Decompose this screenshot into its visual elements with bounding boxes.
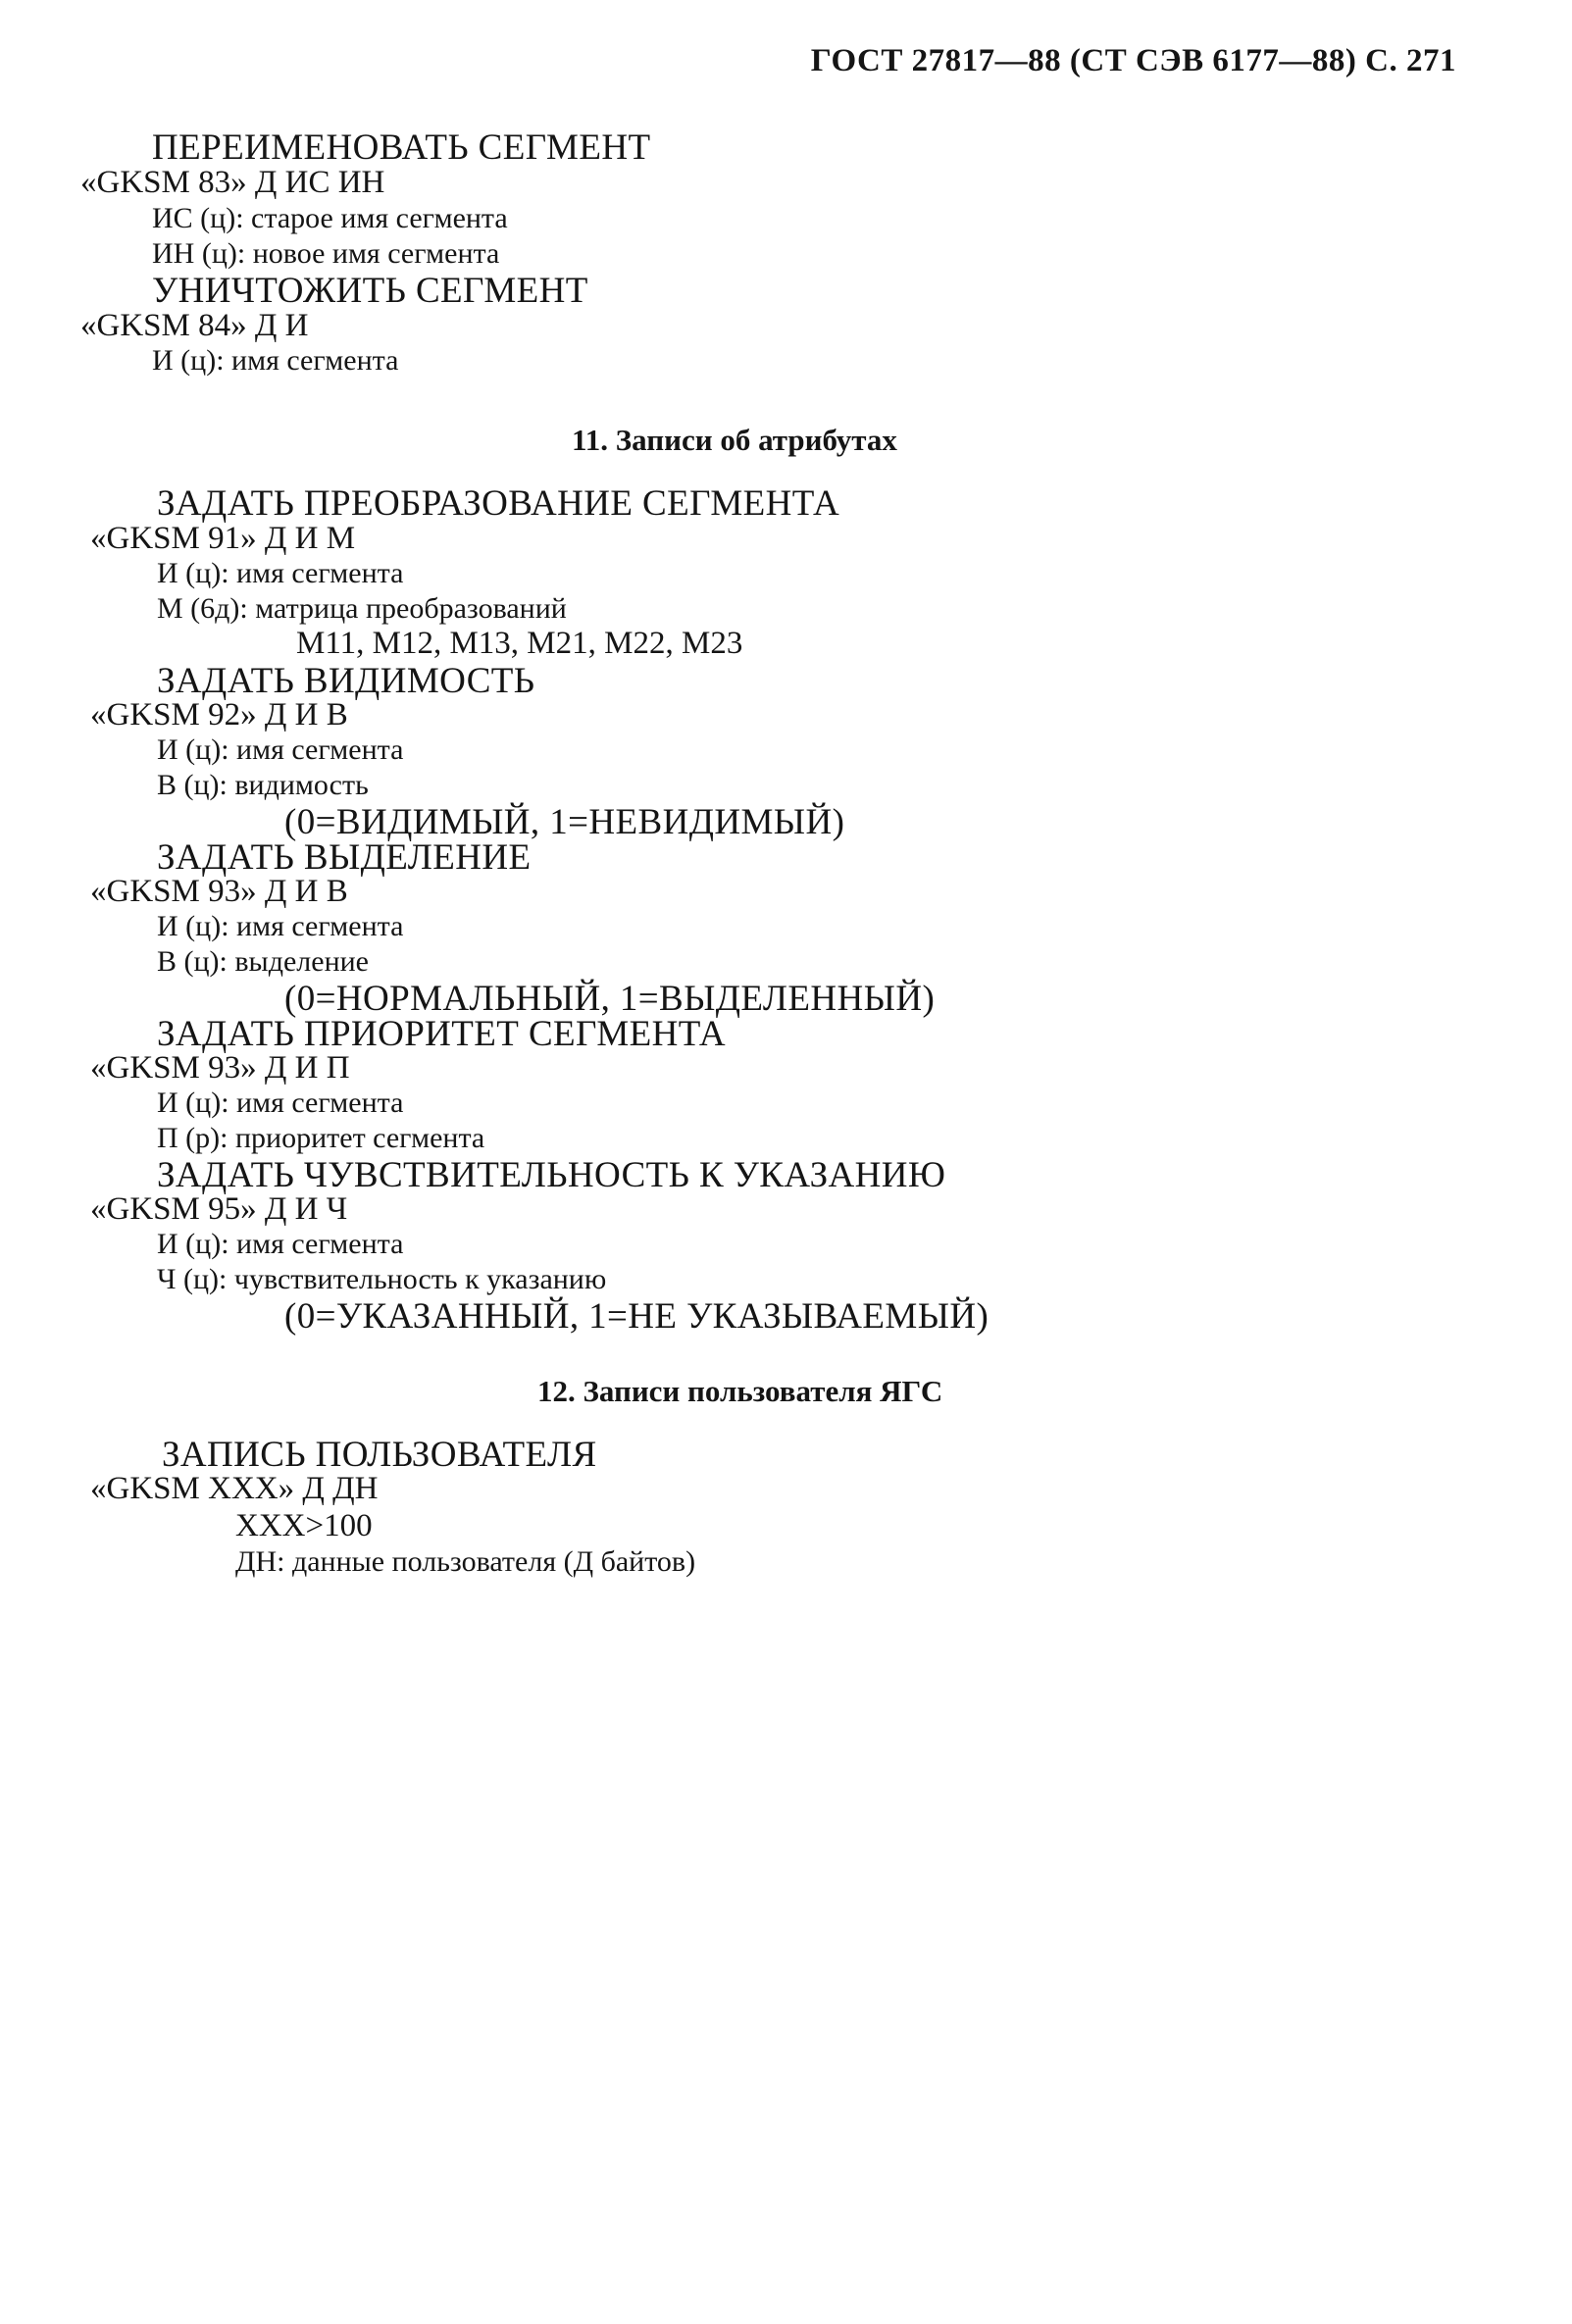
- detectability-param-name: И (ц): имя сегмента: [157, 1228, 404, 1260]
- set-transformation-code: «GKSM 91» Д И М: [90, 521, 356, 556]
- highlighting-param-value: В (ц): выделение: [157, 945, 369, 978]
- user-record-command: ЗАПИСЬ ПОЛЬЗОВАТЕЛЯ: [162, 1435, 597, 1475]
- set-transformation-command: ЗАДАТЬ ПРЕОБРАЗОВАНИЕ СЕГМЕНТА: [157, 483, 840, 524]
- set-visibility-command: ЗАДАТЬ ВИДИМОСТЬ: [157, 661, 535, 701]
- rename-segment-command: ПЕРЕИМЕНОВАТЬ СЕГМЕНТ: [152, 127, 651, 168]
- rename-param-new-name: ИН (ц): новое имя сегмента: [152, 237, 500, 270]
- set-visibility-code: «GKSM 92» Д И В: [90, 697, 348, 733]
- set-detectability-command: ЗАДАТЬ ЧУВСТВИТЕЛЬНОСТЬ К УКАЗАНИЮ: [157, 1155, 946, 1195]
- detectability-param-value: Ч (ц): чувствительность к указанию: [157, 1263, 607, 1295]
- transformation-matrix-elements: M11, M12, M13, M21, M22, M23: [296, 626, 743, 661]
- delete-segment-command: УНИЧТОЖИТЬ СЕГМЕНТ: [152, 271, 588, 311]
- section-11-title: 11. Записи об атрибутах: [572, 423, 897, 457]
- page-header: ГОСТ 27817—88 (СТ СЭВ 6177—88) С. 271: [810, 43, 1456, 78]
- user-record-data: ДН: данные пользователя (Д байтов): [235, 1545, 696, 1578]
- delete-param-name: И (ц): имя сегмента: [152, 344, 399, 377]
- priority-param-value: П (р): приоритет сегмента: [157, 1122, 485, 1154]
- priority-param-name: И (ц): имя сегмента: [157, 1086, 404, 1119]
- highlighting-param-name: И (ц): имя сегмента: [157, 910, 404, 942]
- highlighting-values: (0=НОРМАЛЬНЫЙ, 1=ВЫДЕЛЕННЫЙ): [284, 979, 936, 1019]
- set-highlighting-command: ЗАДАТЬ ВЫДЕЛЕНИЕ: [157, 837, 532, 878]
- set-highlighting-code: «GKSM 93» Д И В: [90, 874, 348, 909]
- set-detectability-code: «GKSM 95» Д И Ч: [90, 1191, 348, 1227]
- rename-param-old-name: ИС (ц): старое имя сегмента: [152, 202, 508, 234]
- visibility-values: (0=ВИДИМЫЙ, 1=НЕВИДИМЫЙ): [284, 802, 845, 842]
- rename-segment-code: «GKSM 83» Д ИС ИН: [80, 165, 385, 200]
- set-segment-priority-code: «GKSM 93» Д И П: [90, 1050, 350, 1086]
- visibility-param-name: И (ц): имя сегмента: [157, 733, 404, 766]
- visibility-param-value: В (ц): видимость: [157, 769, 369, 801]
- section-12-title: 12. Записи пользователя ЯГС: [537, 1374, 943, 1408]
- transformation-param-name: И (ц): имя сегмента: [157, 557, 404, 589]
- detectability-values: (0=УКАЗАННЫЙ, 1=НЕ УКАЗЫВАЕМЫЙ): [284, 1296, 989, 1337]
- user-record-condition: XXX>100: [235, 1508, 373, 1543]
- transformation-param-matrix: М (6д): матрица преобразований: [157, 592, 567, 625]
- user-record-code: «GKSM XXX» Д ДН: [90, 1471, 379, 1506]
- set-segment-priority-command: ЗАДАТЬ ПРИОРИТЕТ СЕГМЕНТА: [157, 1014, 727, 1054]
- delete-segment-code: «GKSM 84» Д И: [80, 308, 309, 343]
